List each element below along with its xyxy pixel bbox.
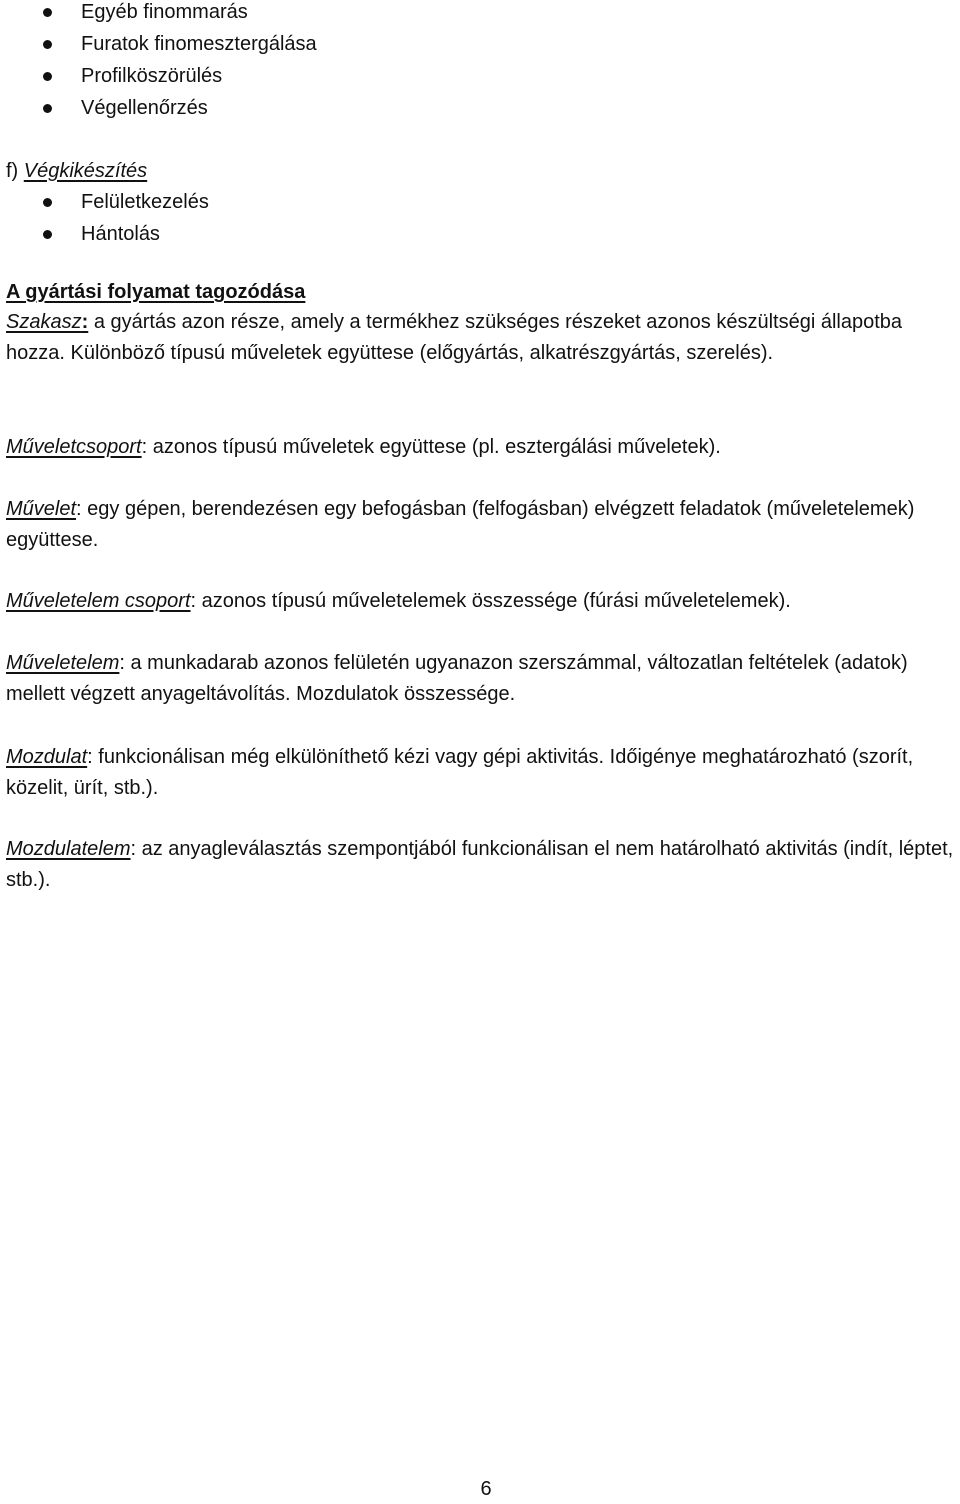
heading-production-structure [6,277,956,308]
definition-text: : a munkadarab azonos felületén ugyanazon szerszámmal, változatlan feltételek (adatok) mellett végzett anyageltávolítás. Mozdulatok összessége. [6,652,908,705]
heading-text: A gyártási folyamat tagozódása [6,281,306,303]
definition-muveletcsoport [6,432,956,463]
definition-colon: : [81,311,89,333]
bullet-icon [43,72,52,81]
definition-muvelet [6,494,956,556]
section-f-heading [6,156,147,186]
list-item [0,0,317,28]
definition-mozdulat [6,742,956,804]
definition-text: : azonos típusú műveletek együttese (pl. esztergálási műveletek). [141,436,721,458]
section-title: Végkikészítés [23,160,148,182]
definition-muveletelem [6,648,956,710]
list-item-text: Hántolás [81,223,160,245]
section-prefix: f) [6,160,24,182]
list-item [0,60,317,92]
bullet-icon [43,40,52,49]
finishing-operations-list [0,0,317,124]
bullet-icon [43,198,52,207]
definition-text: : azonos típusú műveletelemek összessége (fúrási műveletelemek). [190,590,791,612]
definition-mozdulatelem [6,834,956,896]
definition-term: Szakasz [6,311,82,333]
definition-term: Művelet [6,498,77,520]
list-item [0,92,317,124]
bullet-icon [43,230,52,239]
final-finishing-list [0,186,209,250]
definition-muveletelem-csoport [6,586,956,617]
list-item-text: Egyéb finommarás [81,1,248,23]
page-number: 6 [480,1478,492,1500]
list-item [0,218,209,250]
list-item [0,186,209,218]
definition-term: Műveletelem csoport [6,590,191,612]
definition-text: : funkcionálisan még elkülöníthető kézi vagy gépi aktivitás. Időigénye meghatározható (szorít, közelit, ürít, stb.). [6,746,914,799]
definition-szakasz [6,307,956,369]
list-item-text: Felületkezelés [81,191,209,213]
definition-term: Mozdulat [6,746,88,768]
list-item-text: Furatok finomesztergálása [81,33,317,55]
bullet-icon [43,8,52,17]
definition-text: a gyártás azon része, amely a termékhez szükséges részeket azonos készültségi állapotba hozza. Különböző típusú műveletek együttese (előgyártás, alkatrészgyártás, szerelés). [6,311,903,364]
definition-text: : egy gépen, berendezésen egy befogásban (felfogásban) elvégzett feladatok (műveletelemek) együttese. [6,498,915,551]
bullet-icon [43,104,52,113]
list-item [0,28,317,60]
list-item-text: Végellenőrzés [81,97,208,119]
definition-text: : az anyagleválasztás szempontjából funkcionálisan el nem határolható aktivitás (indít, léptet, stb.). [6,838,954,891]
definition-term: Műveletcsoport [6,436,142,458]
definition-term: Mozdulatelem [6,838,131,860]
definition-term: Műveletelem [6,652,120,674]
list-item-text: Profilköszörülés [81,65,223,87]
